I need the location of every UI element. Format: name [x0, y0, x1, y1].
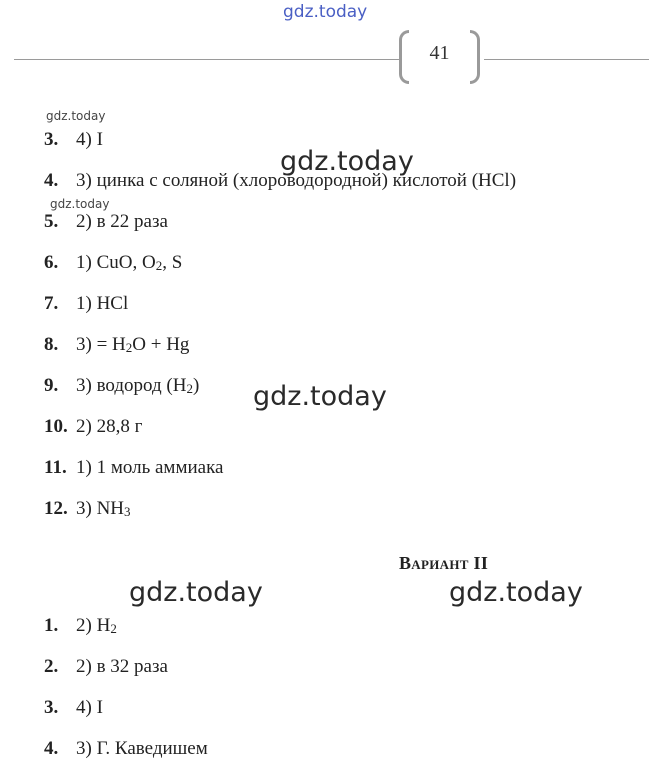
- page-number: 41: [429, 42, 450, 64]
- answer-number: 5.: [44, 211, 59, 232]
- answer-item: [44, 374, 199, 398]
- answer-text: [76, 375, 199, 396]
- watermark-large: gdz.today: [253, 381, 387, 412]
- answer-item: [44, 696, 103, 720]
- answer-item: [44, 210, 168, 234]
- answer-number: 1.: [44, 615, 59, 636]
- answer-number: 4.: [44, 170, 59, 191]
- answer-number: 10.: [44, 416, 68, 437]
- answer-text-part: 3) цинка с соляной (хлороводородной) кислотой (HCl): [76, 170, 517, 191]
- answer-number: 4.: [44, 738, 59, 759]
- answer-item: [44, 497, 131, 521]
- subscript: 2: [110, 621, 117, 636]
- answer-text: [76, 697, 103, 718]
- answer-text-part: , S: [162, 252, 183, 273]
- answer-item: [44, 128, 103, 152]
- answer-item: [44, 737, 208, 761]
- watermark-top: gdz.today: [283, 2, 368, 22]
- answer-text-part: 1) HCl: [76, 293, 129, 314]
- answer-text: [76, 293, 128, 314]
- answer-text: [76, 252, 182, 273]
- answer-text: [76, 211, 168, 232]
- answer-text-part: O + Hg: [132, 334, 190, 355]
- watermark-large: gdz.today: [280, 146, 414, 177]
- page-number-right-bracket: [470, 30, 480, 84]
- answer-number: 9.: [44, 375, 59, 396]
- answer-text-part: 4) I: [76, 697, 103, 718]
- answer-number: 12.: [44, 498, 68, 519]
- variant-2-heading: Вариант II: [399, 553, 489, 573]
- answer-number: 6.: [44, 252, 59, 273]
- answer-text-part: 3) NH: [76, 498, 125, 519]
- answer-item: [44, 614, 117, 638]
- header-rule-left: [14, 59, 400, 60]
- answer-item: [44, 415, 142, 439]
- answer-text-part: 3) водород (H: [76, 375, 187, 396]
- answer-number: 7.: [44, 293, 59, 314]
- answer-number: 3.: [44, 697, 59, 718]
- watermark-small: gdz.today: [46, 109, 106, 123]
- answer-item: [44, 292, 128, 316]
- answer-number: 2.: [44, 656, 59, 677]
- answer-text-part: 2) H: [76, 615, 111, 636]
- answer-text: [76, 416, 142, 437]
- answer-item: [44, 456, 223, 480]
- answer-text-part: 2) в 32 раза: [76, 656, 168, 677]
- answer-text-part: 1) 1 моль аммиака: [76, 457, 224, 478]
- watermark-large: gdz.today: [129, 577, 263, 608]
- answer-number: 3.: [44, 129, 59, 150]
- answer-text-part: 2) в 22 раза: [76, 211, 168, 232]
- subscript: 2: [155, 258, 163, 273]
- answer-text: [76, 656, 168, 677]
- answer-item: [44, 333, 189, 357]
- answer-text-part: 1) CuO, O: [76, 252, 156, 273]
- subscript: 3: [124, 504, 131, 519]
- header-rule-right: [484, 59, 649, 60]
- answer-text-part: 3) = H: [76, 334, 126, 355]
- subscript: 2: [186, 381, 193, 396]
- answer-text-part: ): [192, 375, 200, 396]
- answer-text: [76, 498, 131, 519]
- answer-text-part: 2) 28,8 г: [76, 416, 143, 437]
- page-number-left-bracket: [399, 30, 409, 84]
- answer-item: [44, 655, 168, 679]
- watermark-large: gdz.today: [449, 577, 583, 608]
- answer-text: [76, 334, 189, 355]
- answer-text-part: 4) I: [76, 129, 103, 150]
- answer-text: [76, 129, 103, 150]
- subscript: 2: [125, 340, 133, 355]
- answer-item: [44, 251, 182, 275]
- answer-text: [76, 738, 208, 759]
- answer-text-part: 3) Г. Каведишем: [76, 738, 208, 759]
- answer-text: [76, 615, 117, 636]
- answer-number: 8.: [44, 334, 59, 355]
- watermark-small: gdz.today: [50, 197, 110, 211]
- answer-number: 11.: [44, 457, 67, 478]
- answer-text: [76, 457, 223, 478]
